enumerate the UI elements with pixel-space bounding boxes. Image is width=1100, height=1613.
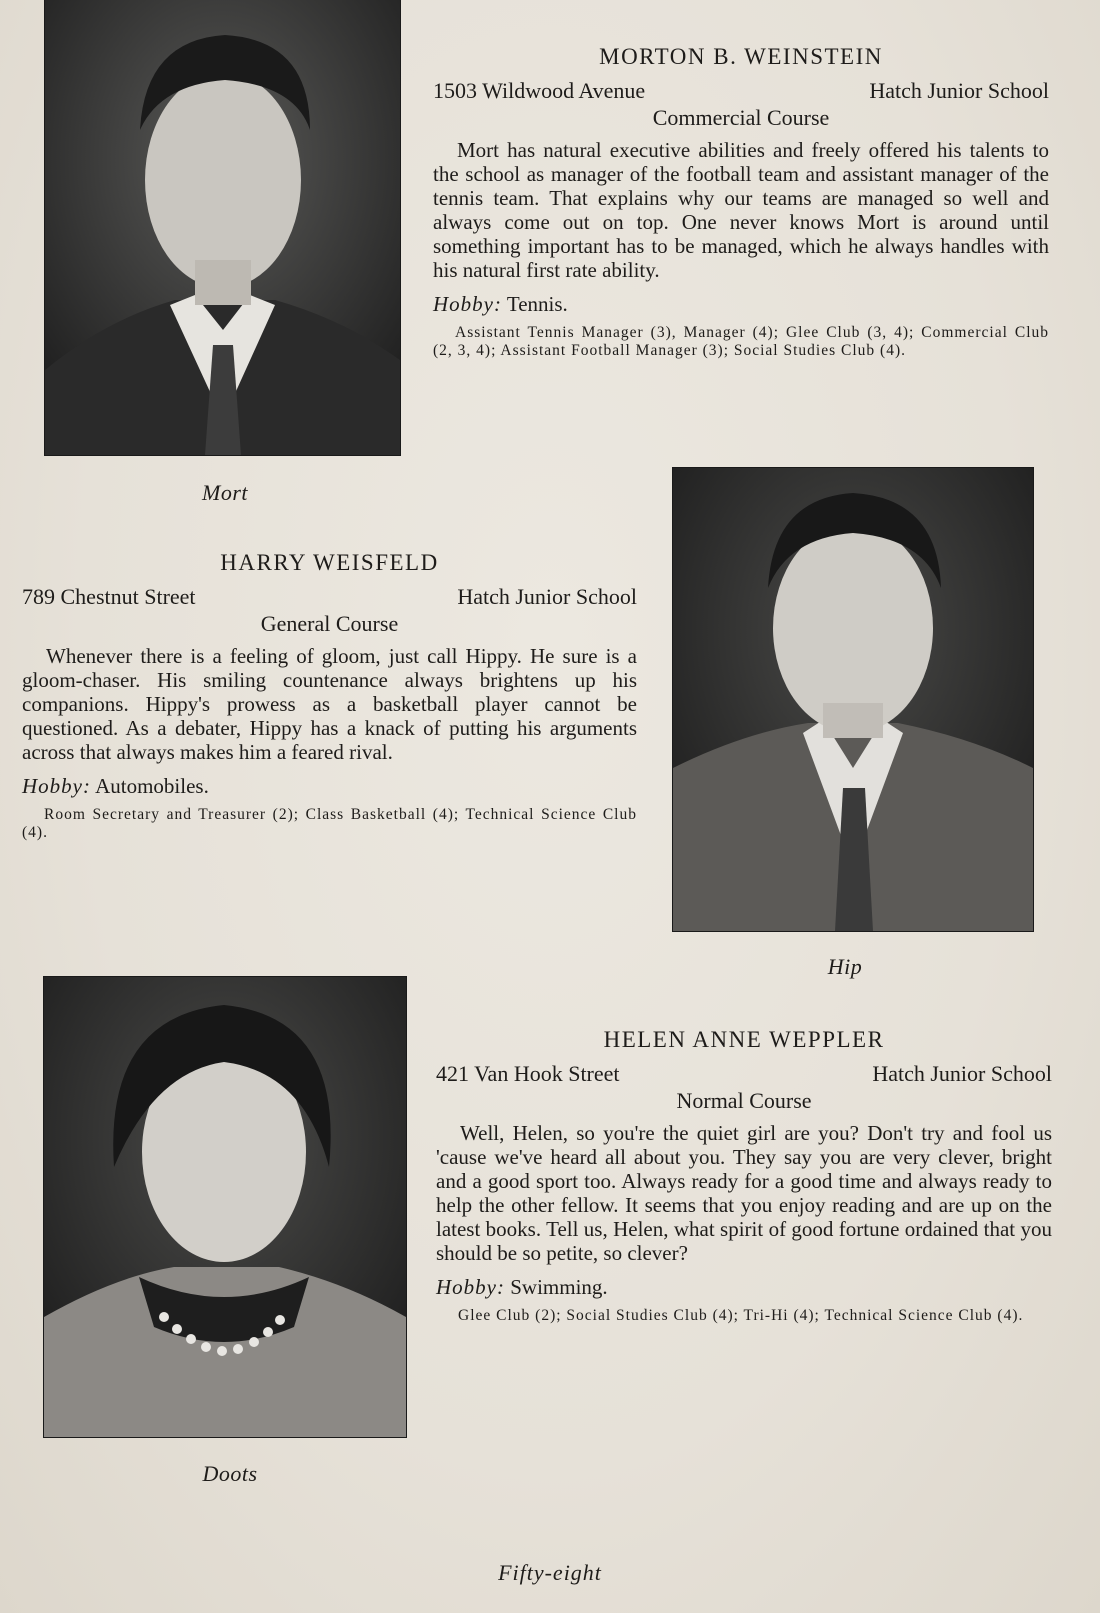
junior-school: Hatch Junior School bbox=[872, 1061, 1052, 1086]
hobby-label: Hobby: bbox=[436, 1275, 505, 1299]
page-number: Fifty-eight bbox=[498, 1560, 602, 1585]
junior-school: Hatch Junior School bbox=[869, 78, 1049, 103]
student-name: HELEN ANNE WEPPLER bbox=[603, 1027, 885, 1052]
portrait-photo-weppler bbox=[44, 977, 406, 1437]
bio-weisfeld bbox=[22, 550, 637, 842]
course-name: General Course bbox=[260, 611, 399, 636]
course-name: Commercial Course bbox=[652, 105, 830, 130]
bio-weinstein bbox=[433, 44, 1049, 360]
home-address: 421 Van Hook Street bbox=[436, 1061, 620, 1086]
student-name: MORTON B. WEINSTEIN bbox=[599, 44, 883, 69]
hobby-line bbox=[436, 1273, 1052, 1301]
home-address: 1503 Wildwood Avenue bbox=[433, 78, 646, 103]
hobby-label: Hobby: bbox=[433, 292, 502, 316]
biography-text: Well, Helen, so you're the quiet girl are you? Don't try and fool us 'cause we've heard all about you. They say you are very clever, bright and a good sport too. Always ready for a good time and always ready to help the other fellow. It seems that you enjoy reading and are up on the latest books. Tell us, Helen, what spirit of good fortune ordained that you should be so petite, so clever? bbox=[436, 1121, 1052, 1265]
student-name: HARRY WEISFELD bbox=[220, 550, 439, 575]
biography-text: Whenever there is a feeling of gloom, just call Hippy. He sure is a gloom-chaser. His smiling countenance always brightens up his companions. Hippy's prowess as a basketball player cannot be questioned. As a debater, Hippy has a knack of putting his arguments across that always makes him a feared rival. bbox=[22, 644, 637, 764]
junior-school: Hatch Junior School bbox=[457, 584, 637, 609]
course-name: Normal Course bbox=[676, 1088, 812, 1113]
activities-list: Room Secretary and Treasurer (2); Class Basketball (4); Technical Science Club (4). bbox=[22, 806, 637, 841]
hobby-line bbox=[433, 290, 1049, 318]
bio-weppler bbox=[436, 1027, 1052, 1325]
hobby-value: Swimming. bbox=[510, 1275, 608, 1299]
biography-text: Mort has natural executive abilities and freely offered his talents to the school as manager of the football team and assistant manager of the tennis team. That explains why our teams are managed so well and always come out on top. One never knows Mort is around until something important has to be managed, which he always handles with his natural first rate ability. bbox=[433, 138, 1049, 282]
hobby-value: Automobiles. bbox=[95, 774, 209, 798]
hobby-label: Hobby: bbox=[22, 774, 91, 798]
hobby-value: Tennis. bbox=[506, 292, 568, 316]
portrait-photo-weisfeld bbox=[673, 468, 1033, 931]
home-address: 789 Chestnut Street bbox=[22, 584, 196, 609]
nickname-caption-weisfeld: Hip bbox=[827, 954, 863, 979]
address-row bbox=[436, 1061, 1052, 1087]
address-row bbox=[433, 78, 1049, 104]
address-row bbox=[22, 584, 637, 610]
activities-list: Assistant Tennis Manager (3), Manager (4); Glee Club (3, 4); Commercial Club (2, 3, 4); Assistant Football Manager (3); Social Studies Club (4). bbox=[433, 324, 1049, 359]
portrait-photo-weinstein bbox=[45, 0, 400, 455]
hobby-line bbox=[22, 772, 637, 800]
nickname-caption-weppler: Doots bbox=[202, 1461, 258, 1486]
activities-list: Glee Club (2); Social Studies Club (4); Tri-Hi (4); Technical Science Club (4). bbox=[458, 1307, 1024, 1324]
nickname-caption-weinstein: Mort bbox=[202, 480, 248, 505]
